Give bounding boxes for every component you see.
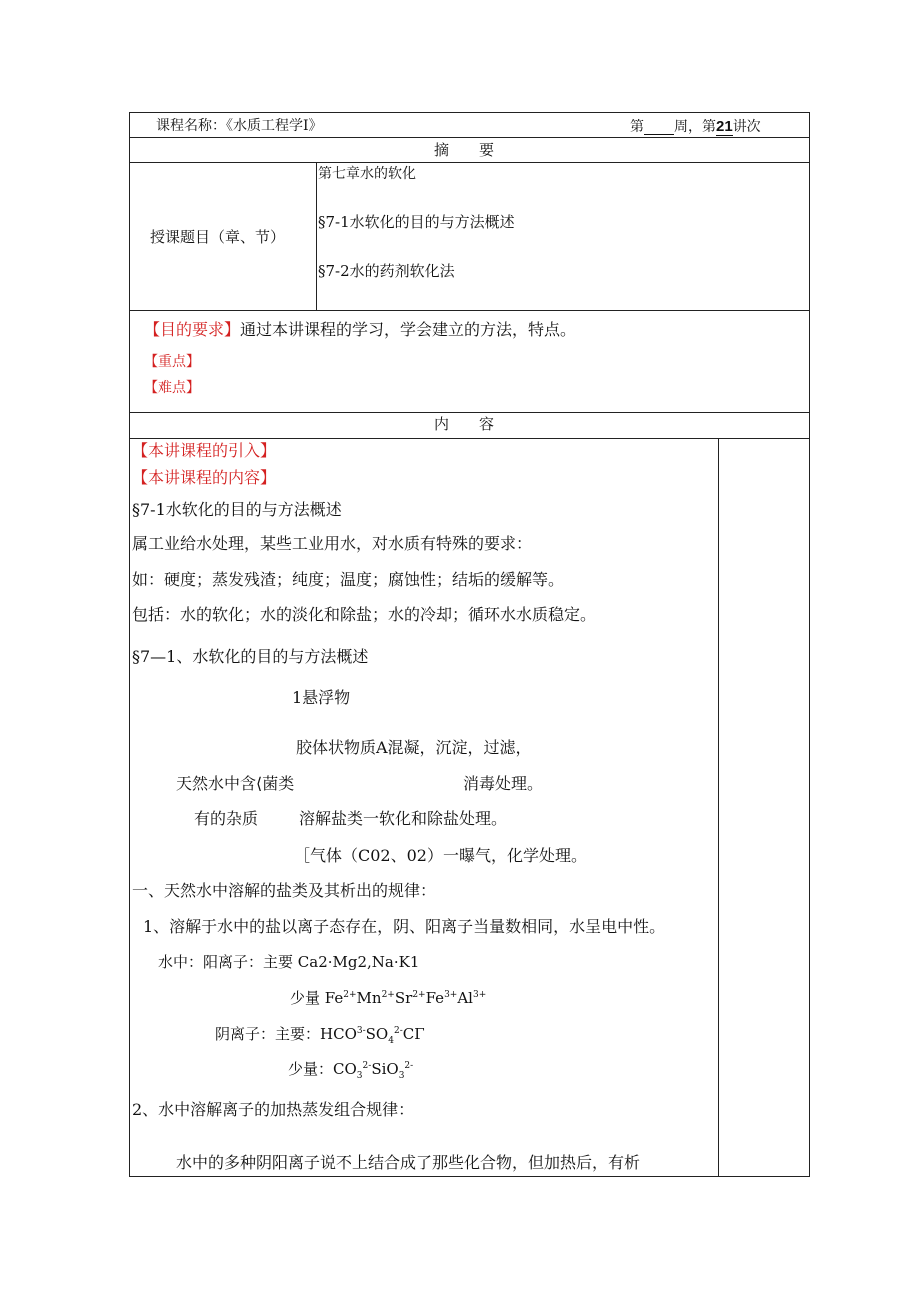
topic-chapter: 第七章水的软化: [318, 166, 416, 182]
point-1: 1、溶解于水中的盐以离子态存在，阴、阳离子当量数相同，水呈电中性。: [143, 917, 666, 936]
content-label: 【本讲课程的内容】: [132, 468, 277, 487]
cation-minor-line: [290, 991, 486, 1006]
form-table: [129, 112, 810, 1177]
summary-title: 摘 要: [434, 141, 495, 159]
lecture-number: 21: [716, 118, 733, 135]
row-divider-topic: [129, 310, 810, 311]
anion-minor-line: [288, 1062, 413, 1081]
row-divider-header: [129, 137, 810, 138]
week-prefix: 第: [630, 119, 644, 135]
diagram-dissolved: 溶解盐类一软化和除盐处理。: [299, 809, 508, 828]
cation-main-line: [158, 955, 419, 970]
intro-label: 【本讲课程的引入】: [132, 441, 277, 460]
week-blank: [644, 120, 674, 135]
week-lecture-info: [630, 119, 761, 135]
lecture-suffix: 讲次: [732, 119, 761, 135]
goal-line: [144, 322, 576, 338]
col-divider-topic: [316, 162, 317, 310]
difficulties-label: 【难点】: [144, 380, 200, 396]
diagram-colloid: 胶体状物质A混凝，沉淀，过滤，: [296, 738, 532, 757]
diagram-gas: ［气体（C02、02）一曝气，化学处理。: [294, 846, 587, 865]
row-divider-content-title: [129, 438, 810, 439]
cation-minor-prefix: 少量: [290, 989, 321, 1007]
anion-minor-formula: $CO_3^{2-}SiO_3^{2-}$: [333, 1060, 414, 1081]
point-2: 2、水中溶解离子的加热蒸发组合规律：: [132, 1100, 415, 1119]
content-title: 内 容: [434, 415, 495, 433]
last-paragraph-line: 水中的多种阴阳离子说不上结合成了那些化合物，但加热后，有析: [176, 1153, 641, 1172]
cation-minor-formula: $Fe^{2+}Mn^{2+}Sr^{2+}Fe^{3+}Al^{3+}$: [324, 989, 487, 1007]
diagram-disinfect: 消毒处理。: [463, 774, 544, 793]
diagram-natural-water: 天然水中含⟨菌类: [176, 774, 295, 793]
key-points-label: 【重点】: [144, 354, 200, 370]
week-suffix: 周，第: [674, 119, 716, 135]
row-divider-goals: [129, 412, 810, 413]
paragraph-examples: 如：硬度；蒸发残渣；纯度；温度；腐蚀性；结垢的缓解等。: [132, 570, 565, 589]
topic-label: 授课题目（章、节）: [150, 228, 286, 246]
topic-section-1: §7-1水软化的目的与方法概述: [318, 213, 515, 231]
row-divider-summary-title: [129, 162, 810, 163]
cation-prefix: 水中：阳离子：主要: [158, 953, 294, 971]
section-1-title: 一、天然水中溶解的盐类及其析出的规律：: [132, 881, 437, 900]
diagram-impurities: 有的杂质: [194, 809, 259, 828]
anion-main-line: [215, 1027, 425, 1046]
anion-minor-prefix: 少量：: [288, 1060, 334, 1078]
anion-prefix: 阴离子：主要：: [215, 1025, 321, 1043]
diagram-suspended: 1悬浮物: [292, 688, 351, 707]
goal-text: 通过本讲课程的学习，学会建立的方法，特点。: [240, 320, 577, 339]
col-divider-notes: [718, 438, 719, 1177]
paragraph-industrial: 属工业给水处理，某些工业用水，对水质有特殊的要求：: [132, 534, 533, 553]
anion-main-formula: $HCO^{3-}SO_4^{2-}C\Gamma$: [320, 1025, 425, 1046]
section-heading: §7-1水软化的目的与方法概述: [132, 500, 342, 519]
goal-label: 【目的要求】: [144, 320, 241, 339]
cation-main-formula: Ca2·Mg2,Na·K1: [297, 953, 420, 971]
topic-section-2: §7-2水的药剂软化法: [318, 262, 455, 280]
course-name: 课程名称：《水质工程学Ⅰ》: [156, 118, 323, 134]
paragraph-includes: 包括：水的软化；水的淡化和除盐；水的冷却；循环水水质稳定。: [132, 605, 597, 624]
section-heading-2: §7—1、水软化的目的与方法概述: [132, 647, 369, 666]
